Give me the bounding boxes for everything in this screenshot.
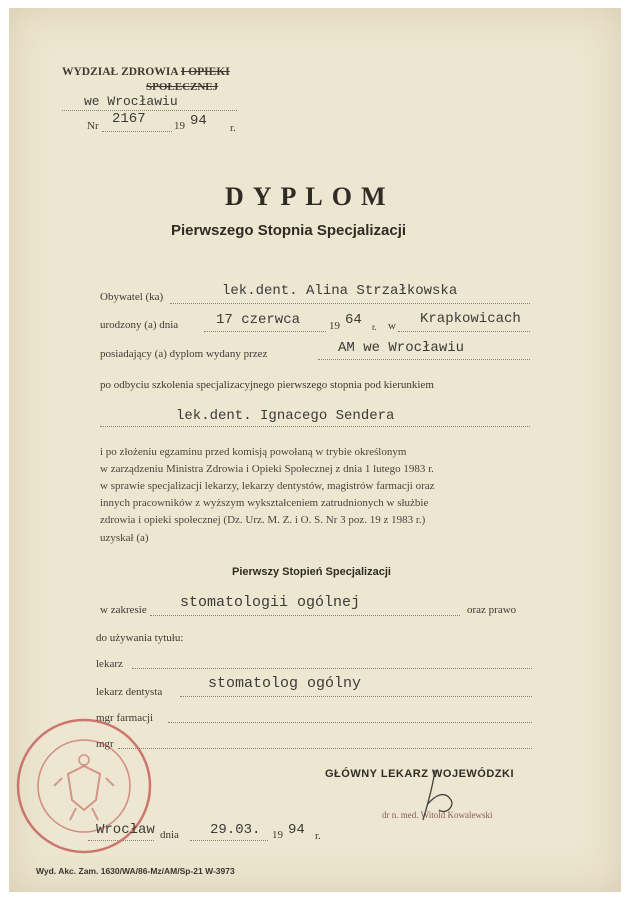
farmacja-underline (168, 722, 532, 723)
born-place-underline (398, 331, 530, 332)
city-underline (62, 110, 237, 111)
born-r: r. (372, 322, 377, 332)
body-line: w sprawie specjalizacji lekarzy, lekarzy dentystów, magistrów farmacji oraz (100, 480, 435, 492)
farmacja-label: mgr farmacji (96, 712, 154, 724)
born-label: urodzony (a) dnia (100, 319, 179, 331)
office-city: we Wrocławiu (84, 94, 178, 109)
date-value: 29.03. (210, 822, 261, 838)
office-name (62, 66, 230, 78)
title-use-label: do używania tytułu: (96, 632, 184, 644)
citizen-value: lek.dent. Alina Strzałkowska (222, 283, 458, 299)
mgr-underline (118, 748, 532, 749)
supervisor-underline (100, 426, 530, 427)
date-year-suffix: 94 (288, 822, 305, 838)
nr-value: 2167 (112, 111, 146, 127)
scope-underline (150, 615, 460, 616)
print-footer: Wyd. Akc. Zam. 1630/WA/86-Mz/AM/Sp-21 W-3973 (36, 866, 235, 876)
born-w: w (388, 320, 396, 332)
born-date-underline (204, 331, 326, 332)
born-year-prefix: 19 (329, 320, 340, 332)
body-line: i po złożeniu egzaminu przed komisją powołaną w trybie określonym (100, 446, 407, 458)
lekarz-label: lekarz (96, 658, 123, 670)
lekarz-underline (132, 668, 532, 669)
born-date: 17 czerwca (216, 312, 301, 328)
citizen-underline (170, 303, 530, 304)
diploma-title: DYPLOM (225, 182, 395, 211)
date-place-underline (88, 840, 154, 841)
diploma-label: posiadający (a) dyplom wydany przez (100, 348, 268, 360)
born-year-suffix: 64 (345, 312, 362, 328)
scope-value: stomatologii ogólnej (180, 594, 361, 611)
dentysta-underline (180, 696, 532, 697)
degree-heading: Pierwszy Stopień Specjalizacji (232, 566, 391, 578)
office-line-2: SPOŁECZNEJ (146, 81, 219, 93)
nr-label: Nr (87, 120, 99, 132)
citizen-label: Obywatel (ka) (100, 291, 164, 303)
supervisor-value: lek.dent. Ignacego Sendera (176, 408, 395, 424)
nr-year-suffix: 94 (190, 113, 207, 129)
body-line: zdrowia i opieki społecznej (Dz. Urz. M. Z. i O. S. Nr 3 poz. 19 z 1983 r.) (100, 514, 426, 526)
handwritten-signature-icon (405, 765, 475, 835)
right-label: oraz prawo (467, 604, 517, 616)
body-line: w zarządzeniu Ministra Zdrowia i Opieki Społecznej z dnia 1 lutego 1983 r. (100, 463, 434, 475)
diploma-underline (318, 359, 530, 360)
born-place: Krapkowicach (420, 311, 521, 327)
body-line: innych pracowników z wyższym wykształceniem zatrudnionych w służbie (100, 497, 429, 509)
nr-underline (102, 131, 172, 132)
date-day-label: dnia (160, 829, 179, 841)
dentysta-label: lekarz dentysta (96, 686, 163, 698)
nr-year-abbr: r. (230, 122, 236, 134)
dentysta-value: stomatolog ogólny (208, 675, 362, 692)
office-line-1-struck: I OPIEKI (180, 66, 230, 78)
nr-year-prefix: 19 (174, 120, 185, 132)
mgr-label: mgr (96, 738, 114, 750)
diploma-subtitle: Pierwszego Stopnia Specjalizacji (171, 222, 407, 239)
date-place: Wrocław (96, 822, 155, 838)
date-year-prefix: 19 (272, 829, 283, 841)
signature-title: GŁÓWNY LEKARZ WOJEWÓDZKI (325, 768, 515, 780)
body-line: uzyskał (a) (100, 532, 149, 544)
diploma-value: AM we Wrocławiu (338, 340, 465, 356)
office-line-1: WYDZIAŁ ZDROWIA (62, 66, 178, 78)
date-value-underline (190, 840, 268, 841)
date-r: r. (315, 830, 321, 842)
signature-name: dr n. med. Witold Kowalewski (382, 810, 493, 820)
training-text: po odbyciu szkolenia specjalizacyjnego pierwszego stopnia pod kierunkiem (100, 379, 434, 391)
scope-label: w zakresie (100, 604, 147, 616)
